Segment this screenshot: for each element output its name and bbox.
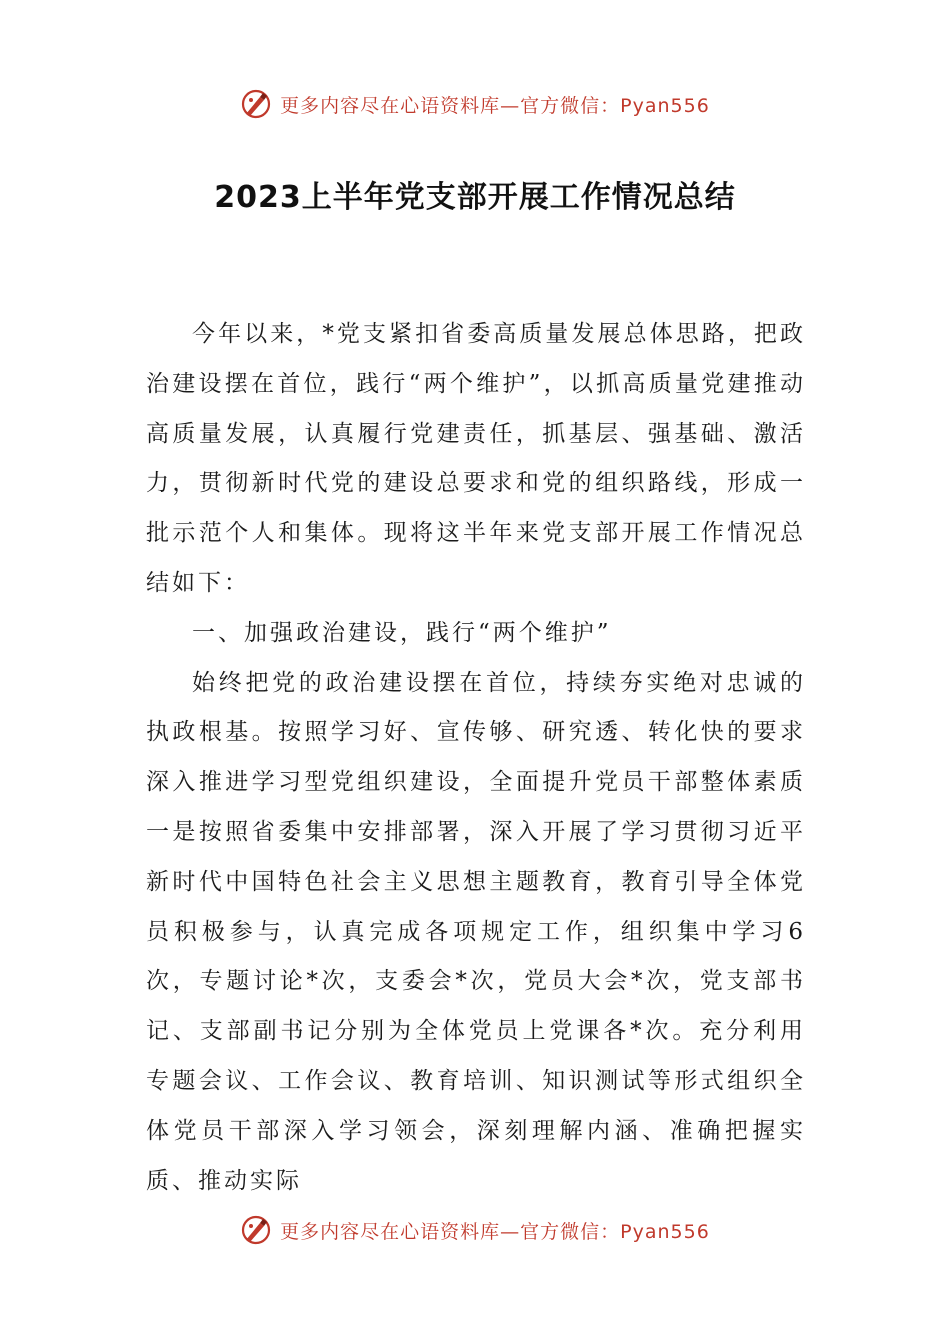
footer-banner-text — [280, 1217, 710, 1244]
header-separator: — — [500, 94, 521, 117]
pen-circle-logo-icon — [240, 88, 272, 120]
header-banner-text — [280, 91, 710, 118]
footer-contact-text: 官方微信：Pyan556 — [520, 1220, 710, 1243]
header-banner — [0, 82, 950, 126]
footer-brand-text: 更多内容尽在心语资料库 — [280, 1220, 501, 1243]
document-title: 2023上半年党支部开展工作情况总结 — [214, 180, 736, 215]
footer-separator: — — [500, 1220, 521, 1243]
header-contact-text: 官方微信：Pyan556 — [520, 94, 710, 117]
header-brand-text: 更多内容尽在心语资料库 — [280, 94, 501, 117]
footer-banner — [0, 1208, 950, 1252]
intro-paragraph: 今年以来，*党支紧扣省委高质量发展总体思路，把政治建设摆在首位，践行“两个维护”，以抓高质量党建推动高质量发展，认真履行党建责任，抓基层、强基础、激活力，贯彻新时代党的建设总要求和党的组织路线，形成一批示范个人和集体。现将这半年来党支部开展工作情况总结如下： — [146, 321, 806, 596]
section-paragraph: 始终把党的政治建设摆在首位，持续夯实绝对忠诚的执政根基。按照学习好、宣传够、研究透、转化快的要求深入推进学习型党组织建设，全面提升党员干部整体素质一是按照省委集中安排部署，深入开展了学习贯彻习近平新时代中国特色社会主义思想主题教育，教育引导全体党员积极参与，认真完成各项规定工作，组织集中学习6次，专题讨论*次，支委会*次，党员大会*次，党支部书记、支部副书记分别为全体党员上党课各*次。充分利用专题会议、工作会议、教育培训、知识测试等形式组织全体党员干部深入学习领会，深刻理解内涵、准确把握实质、推动实际 — [146, 669, 806, 1194]
document-body — [146, 310, 806, 1206]
section-heading: 一、加强政治建设，践行“两个维护” — [192, 619, 612, 646]
pen-circle-logo-icon — [240, 1214, 272, 1246]
